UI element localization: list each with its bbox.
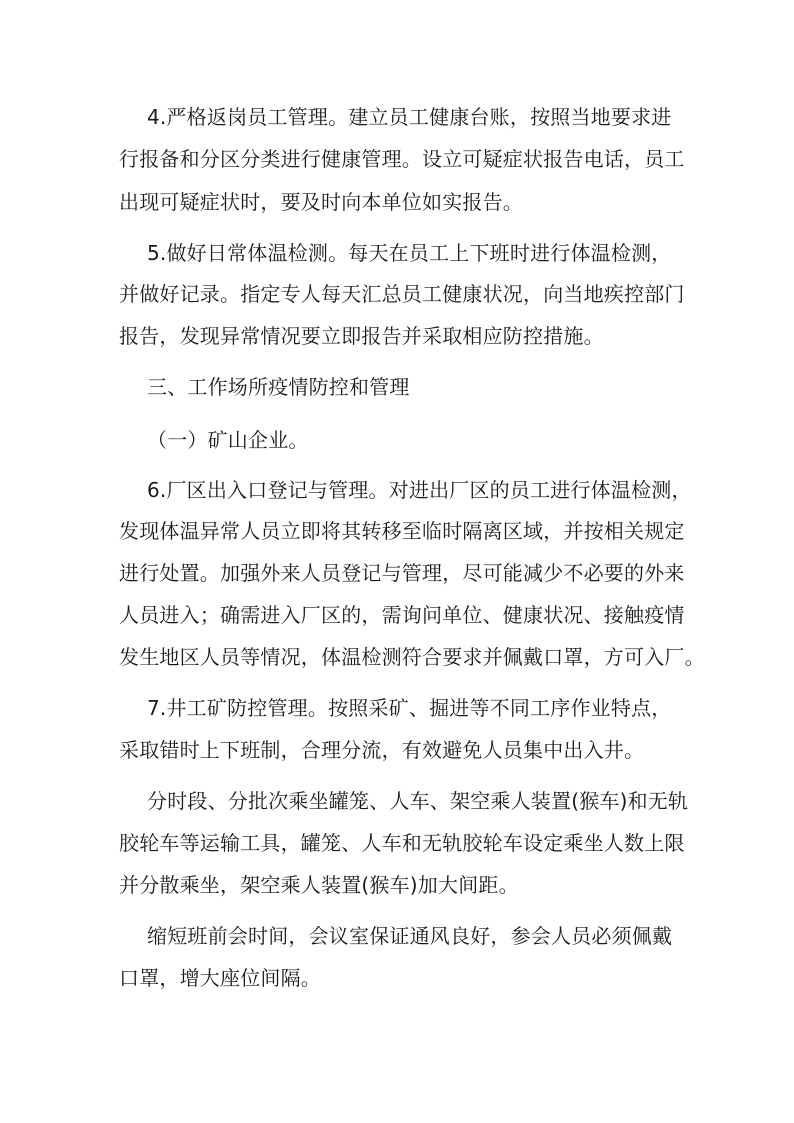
paragraph-6-line-4: 人员进入；确需进入厂区的，需询问单位、健康状况、接触疫情	[119, 603, 685, 627]
section-heading: 三、工作场所疫情防控和管理	[147, 375, 410, 399]
paragraph-6-line-3: 进行处置。加强外来人员登记与管理，尽可能减少不必要的外来	[119, 561, 685, 585]
paragraph-4-line-1: 4.严格返岗员工管理。建立员工健康台账，按照当地要求进	[147, 105, 672, 129]
paragraph-8-line-2: 胶轮车等运输工具，罐笼、人车和无轨胶轮车设定乘坐人数上限	[119, 831, 685, 855]
paragraph-4-line-2: 行报备和分区分类进行健康管理。设立可疑症状报告电话，员工	[119, 147, 685, 171]
paragraph-9-line-2: 口罩，增大座位间隔。	[119, 966, 321, 990]
paragraph-5-line-3: 报告，发现异常情况要立即报告并采取相应防控措施。	[119, 324, 604, 348]
paragraph-5-line-2: 并做好记录。指定专人每天汇总员工健康状况，向当地疾控部门	[119, 282, 685, 306]
paragraph-4-line-3: 出现可疑症状时，要及时向本单位如实报告。	[119, 190, 523, 214]
paragraph-8-line-3: 并分散乘坐，架空乘人装置(猴车)加大间距。	[119, 873, 519, 897]
paragraph-8-line-1: 分时段、分批次乘坐罐笼、人车、架空乘人装置(猴车)和无轨	[147, 789, 689, 813]
paragraph-6-line-1: 6.厂区出入口登记与管理。对进出厂区的员工进行体温检测，	[147, 478, 692, 502]
subsection-heading: （一）矿山企业。	[147, 428, 309, 452]
paragraph-5-line-1: 5.做好日常体温检测。每天在员工上下班时进行体温检测，	[147, 241, 672, 265]
paragraph-7-line-1: 7.井工矿防控管理。按照采矿、掘进等不同工序作业特点，	[147, 696, 672, 720]
paragraph-9-line-1: 缩短班前会时间，会议室保证通风良好，参会人员必须佩戴	[147, 924, 673, 948]
paragraph-6-line-5: 发生地区人员等情况，体温检测符合要求并佩戴口罩，方可入厂。	[119, 645, 705, 669]
paragraph-7-line-2: 采取错时上下班制，合理分流，有效避免人员集中出入井。	[119, 738, 645, 762]
paragraph-6-line-2: 发现体温异常人员立即将其转移至临时隔离区域，并按相关规定	[119, 519, 685, 543]
